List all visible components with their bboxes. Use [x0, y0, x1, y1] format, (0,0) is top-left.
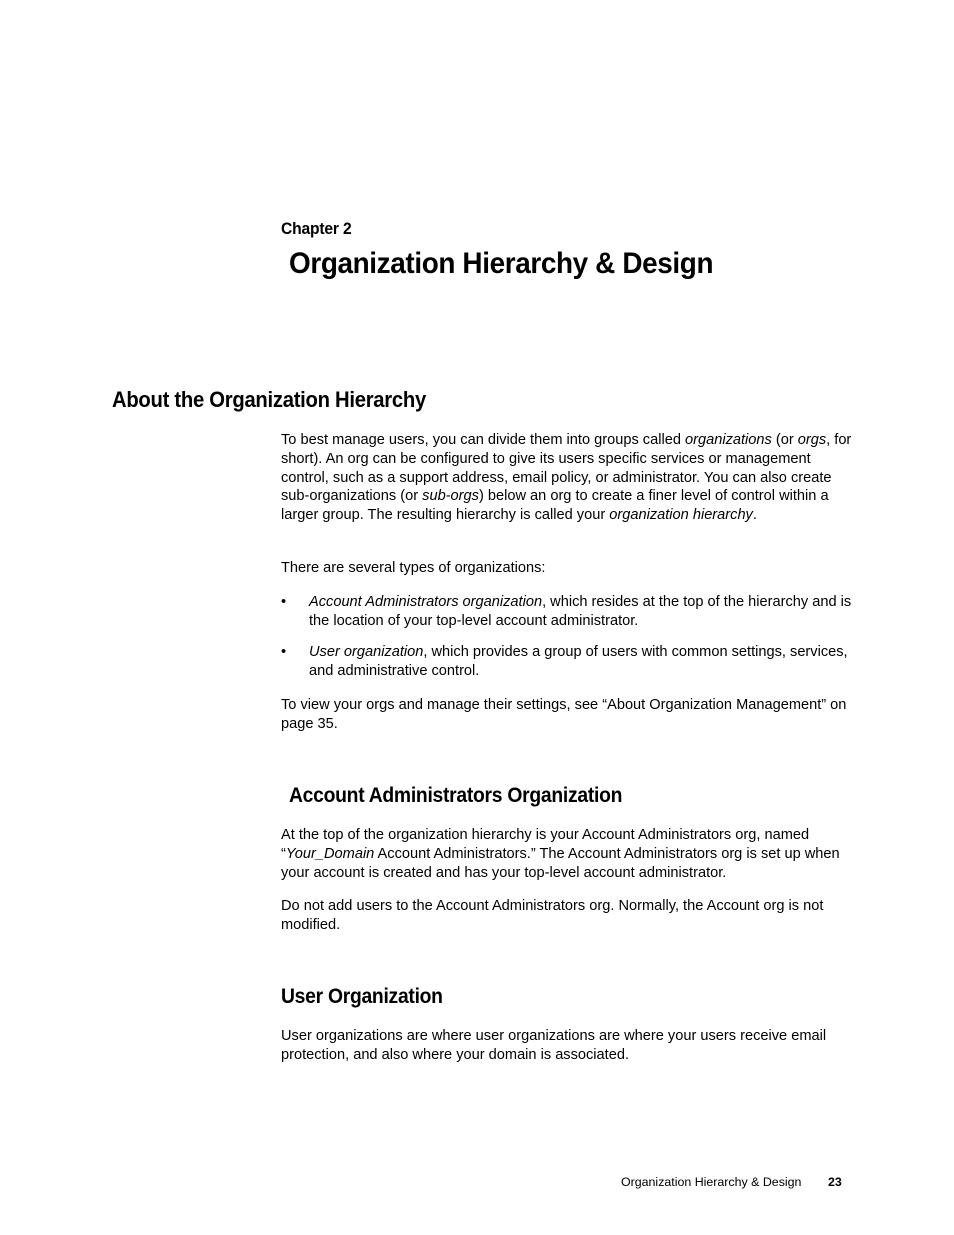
bullet-text — [309, 593, 854, 631]
account-p2-text: Do not add users to the Account Administrators org. Normally, the Account org is not modified. — [281, 898, 824, 933]
account-p1-text-1: At the top of the organization hierarchy is your Account Administrators org, named “ — [281, 827, 810, 862]
bullet-description: , which resides at the top of the hierarchy and is the location of your top-level account administrator. — [309, 594, 852, 629]
about-p1-text-4: ) below an org to create a finer level of control within a larger group. The resulting hierarchy is called your — [281, 488, 829, 524]
about-paragraph-2 — [281, 559, 856, 578]
about-paragraph-1 — [281, 431, 856, 525]
about-p1-italic-organization-hierarchy: organization hierarchy — [609, 507, 753, 524]
section-heading-about: About the Organization Hierarchy — [112, 387, 426, 412]
about-p1-text-3: , for short). An org can be configured to give its users specific services or management control, such as a support address, email policy, or administrator. You can also create sub-organizations (or — [281, 432, 852, 505]
bullet-description: , which provides a group of users with common settings, services, and administrative control. — [309, 644, 848, 679]
account-admins-paragraph-2 — [281, 897, 856, 935]
section-heading-user-org: User Organization — [281, 985, 443, 1008]
about-paragraph-3 — [281, 696, 856, 734]
about-p1-text-2: (or — [771, 432, 798, 448]
footer-title: Organization Hierarchy & Design — [621, 1175, 802, 1189]
bullet-icon: • — [281, 644, 287, 660]
bullet-italic-term: Account Administrators organization — [309, 594, 543, 610]
account-p1-text-2: Account Administrators.” The Account Administrators org is set up when your account is created and has your top-level account administrator. — [281, 845, 840, 881]
about-p2-text: There are several types of organizations: — [281, 560, 546, 576]
about-p1-italic-sub-orgs: sub-orgs — [422, 488, 479, 505]
bullet-icon: • — [281, 594, 287, 610]
chapter-title: Organization Hierarchy & Design — [289, 247, 714, 280]
about-p3-text: To view your orgs and manage their settings, see “About Organization Management” on page 35. — [281, 697, 847, 732]
about-p1-italic-organizations: organizations — [685, 432, 772, 448]
bullet-text — [309, 643, 854, 681]
account-p1-italic-domain: Your_Domain — [285, 845, 375, 862]
section-heading-account-admins: Account Administrators Organization — [289, 784, 623, 807]
about-p1-text-5: . — [752, 507, 757, 524]
chapter-label: Chapter 2 — [281, 219, 352, 238]
user-org-paragraph-1 — [281, 1027, 856, 1065]
page-number: 23 — [828, 1175, 842, 1189]
account-admins-paragraph-1 — [281, 826, 856, 882]
bullet-italic-term: User organization — [309, 644, 424, 660]
about-p1-text-1: To best manage users, you can divide them into groups called — [281, 432, 685, 448]
user-org-p1-text: User organizations are where user organizations are where your users receive email protection, and also where your domain is associated. — [281, 1028, 827, 1063]
about-p1-italic-orgs: orgs — [797, 432, 827, 448]
